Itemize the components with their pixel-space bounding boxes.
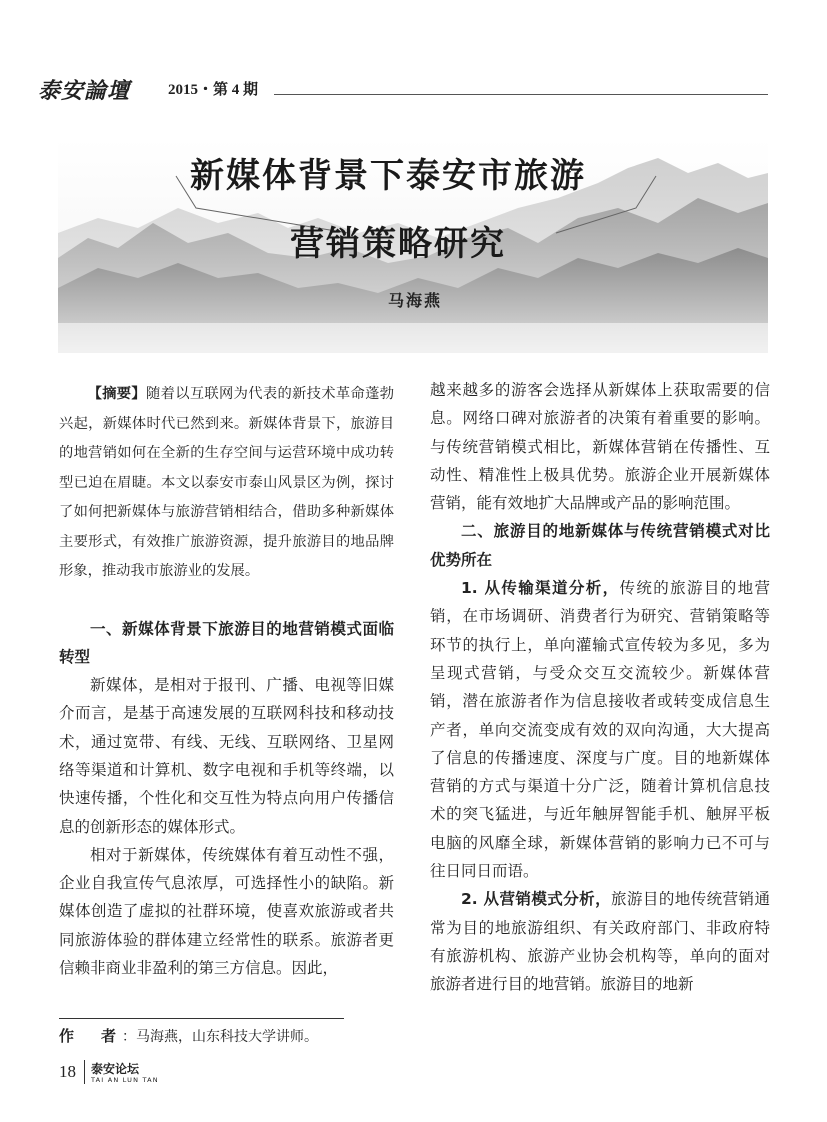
spacer: [59, 587, 394, 615]
journal-brand: 泰安論壇: [38, 78, 131, 104]
footnote-text: ：马海燕，山东科技大学讲师。: [122, 1029, 319, 1045]
author-footnote: [59, 1025, 318, 1046]
article-title-line-1: 新媒体背景下泰安市旅游: [190, 156, 586, 196]
abstract-paragraph: [59, 380, 394, 587]
section-2-heading: 二、旅游目的地新媒体与传统营销模式对比优势所在: [430, 522, 770, 569]
footnote-label: 作 者: [59, 1027, 123, 1045]
continued-paragraph: 越来越多的游客会选择从新媒体上获取需要的信息。网络口碑对旅游者的决策有着重要的影响。与传统营销模式相比，新媒体营销在传播性、互动性、精准性上极具优势。旅游企业开展新媒体营销，能有效地扩大品牌或产品的影响范围。: [430, 381, 770, 513]
right-column: [430, 376, 770, 999]
page-number: 18: [59, 1062, 76, 1081]
footer-journal-pinyin: TAI AN LUN TAN: [91, 1076, 159, 1084]
section-1-heading: 一、新媒体背景下旅游目的地营销模式面临转型: [59, 619, 394, 666]
paragraph-1-text: 传统的旅游目的地营销，在市场调研、消费者行为研究、营销策略等环节的执行上，单向灌输式宣传较为多见，多为呈现式营销，与受众交互交流较少。新媒体营销，潜在旅游者作为信息接收者或转变成信息生产者，单向交流变成有效的双向沟通，大大提高了信息的传播速度、深度与广度。目的地新媒体营销的方式与渠道十分广泛，随着计算机信息技术的突飞猛进，与近年触屏智能手机、触屏平板电脑的风靡全球，新媒体营销的影响力已不可与往日同日而语。: [430, 579, 770, 881]
abstract-label: 【摘要】: [87, 386, 147, 402]
title-banner: [58, 138, 768, 353]
paragraph-1-lead: 1. 从传输渠道分析，: [461, 579, 620, 598]
section-1-paragraph-2: 相对于新媒体，传统媒体有着互动性不强，企业自我宣传气息浓厚，可选择性小的缺陷。新媒体创造了虚拟的社群环境，使喜欢旅游或者共同旅游体验的群体建立经常性的联系。旅游者更信赖非商业非盈利的第三方信息。因此，: [59, 845, 394, 978]
footnote-rule: [59, 1018, 344, 1019]
article-author: 马海燕: [388, 291, 443, 310]
section-2-paragraph-1: [430, 574, 770, 885]
issue-label: 2015・第 4 期: [168, 82, 259, 98]
section-2-paragraph-2: [430, 885, 770, 998]
section-1-paragraph-1: 新媒体，是相对于报刊、广播、电视等旧媒介而言，是基于高速发展的互联网科技和移动技术，通过宽带、有线、无线、互联网络、卫星网络等渠道和计算机、数字电视和手机等终端，以快速传播，个性化和交互性为特点向用户传播信息的创新形态的媒体形式。: [59, 676, 394, 836]
footer-divider: [84, 1060, 85, 1084]
paragraph-2-lead: 2. 从营销模式分析，: [461, 890, 612, 909]
header-rule: [274, 94, 768, 95]
left-column: [59, 380, 394, 982]
abstract-text: 随着以互联网为代表的新技术革命蓬勃兴起，新媒体时代已然到来。新媒体背景下，旅游目的地营销如何在全新的生存空间与运营环境中成功转型已迫在眉睫。本文以泰安市泰山风景区为例，探讨了如何把新媒体与旅游营销相结合，借助多种新媒体主要形式，有效推广旅游资源，提升旅游目的地品牌形象，推动我市旅游业的发展。: [59, 386, 394, 579]
footer-journal-name: 泰安论坛: [91, 1062, 140, 1076]
article-title-line-2: 营销策略研究: [290, 224, 506, 264]
running-header: [38, 74, 768, 102]
paragraph-2-text: 旅游目的地传统营销通常为目的地旅游组织、有关政府部门、非政府特有旅游机构、旅游产业协会机构等，单向的面对旅游者进行目的地营销。旅游目的地新: [430, 890, 770, 994]
